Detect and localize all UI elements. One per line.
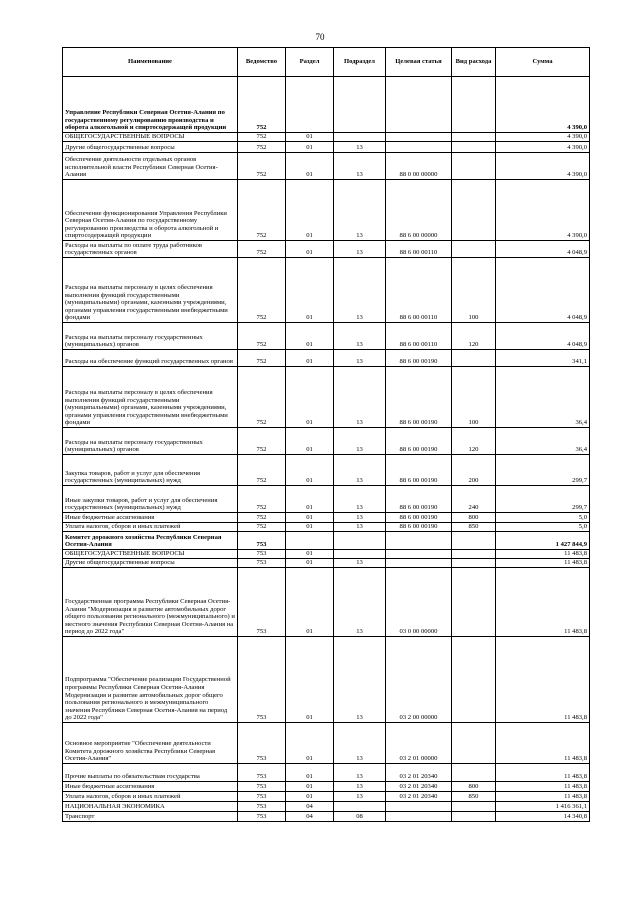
cell-podrazdel xyxy=(334,550,386,559)
table-row xyxy=(63,486,590,513)
cell-name: ОБЩЕГОСУДАРСТВЕННЫЕ ВОПРОСЫ xyxy=(63,133,238,142)
cell-podrazdel: 13 xyxy=(334,367,386,428)
table-row xyxy=(63,532,590,550)
cell-celevaya: 03 2 01 20340 xyxy=(386,764,452,782)
cell-name: Расходы на выплаты по оплате труда работников государственных органов xyxy=(63,241,238,258)
table-row xyxy=(63,568,590,637)
cell-podrazdel xyxy=(334,133,386,142)
cell-name: Уплата налогов, сборов и иных платежей xyxy=(63,523,238,532)
cell-summa: 4 390,0 xyxy=(496,77,590,133)
cell-celevaya xyxy=(386,559,452,568)
cell-celevaya: 88 6 00 00110 xyxy=(386,258,452,323)
header-name: Наименование xyxy=(63,48,238,77)
table-row xyxy=(63,323,590,350)
table-row xyxy=(63,637,590,723)
cell-vid xyxy=(452,77,496,133)
cell-razdel: 01 xyxy=(286,559,334,568)
cell-name: Основное мероприятие "Обеспечение деятельности Комитета дорожного хозяйства Республики Северная Осетия-Алания" xyxy=(63,723,238,764)
cell-celevaya xyxy=(386,532,452,550)
cell-name: Транспорт xyxy=(63,812,238,822)
cell-summa: 4 390,0 xyxy=(496,180,590,241)
cell-name: Обеспечение деятельности отдельных органов исполнительной власти Республики Северная Осетия-Алания xyxy=(63,153,238,180)
cell-name: Комитет дорожного хозяйства Республики Северная Осетия-Алания xyxy=(63,532,238,550)
cell-ved: 753 xyxy=(238,559,286,568)
table-row xyxy=(63,180,590,241)
cell-ved: 752 xyxy=(238,523,286,532)
cell-podrazdel: 13 xyxy=(334,568,386,637)
cell-summa: 4 390,0 xyxy=(496,153,590,180)
cell-razdel: 01 xyxy=(286,782,334,792)
table-row xyxy=(63,792,590,802)
header-razdel: Раздел xyxy=(286,48,334,77)
cell-vid xyxy=(452,153,496,180)
cell-vid xyxy=(452,568,496,637)
cell-summa: 11 483,8 xyxy=(496,568,590,637)
cell-razdel: 01 xyxy=(286,428,334,455)
cell-ved: 752 xyxy=(238,258,286,323)
cell-summa: 299,7 xyxy=(496,455,590,486)
cell-summa: 1 416 361,1 xyxy=(496,802,590,812)
table-row xyxy=(63,455,590,486)
cell-ved: 752 xyxy=(238,428,286,455)
cell-podrazdel: 13 xyxy=(334,523,386,532)
table-row xyxy=(63,559,590,568)
cell-podrazdel: 13 xyxy=(334,350,386,367)
cell-celevaya: 88 6 00 00190 xyxy=(386,350,452,367)
cell-ved: 752 xyxy=(238,153,286,180)
cell-name: Другие общегосударственные вопросы xyxy=(63,142,238,153)
table-row xyxy=(63,241,590,258)
cell-celevaya: 88 6 00 00190 xyxy=(386,513,452,523)
cell-celevaya xyxy=(386,142,452,153)
cell-razdel: 01 xyxy=(286,486,334,513)
cell-razdel: 01 xyxy=(286,142,334,153)
cell-razdel: 01 xyxy=(286,258,334,323)
table-row xyxy=(63,523,590,532)
cell-vid: 850 xyxy=(452,792,496,802)
cell-summa: 5,0 xyxy=(496,513,590,523)
cell-name: Иные бюджетные ассигнования xyxy=(63,513,238,523)
cell-ved: 752 xyxy=(238,350,286,367)
cell-razdel: 01 xyxy=(286,513,334,523)
cell-razdel: 01 xyxy=(286,367,334,428)
table-row xyxy=(63,550,590,559)
cell-razdel: 01 xyxy=(286,523,334,532)
cell-summa: 11 483,8 xyxy=(496,559,590,568)
cell-podrazdel: 13 xyxy=(334,637,386,723)
cell-summa: 36,4 xyxy=(496,367,590,428)
cell-celevaya xyxy=(386,77,452,133)
cell-vid xyxy=(452,241,496,258)
cell-ved: 753 xyxy=(238,812,286,822)
cell-ved: 752 xyxy=(238,77,286,133)
cell-razdel: 01 xyxy=(286,133,334,142)
cell-razdel: 01 xyxy=(286,792,334,802)
cell-summa: 4 390,0 xyxy=(496,142,590,153)
cell-name: Расходы на выплаты персоналу государственных (муниципальных) органов xyxy=(63,428,238,455)
cell-vid xyxy=(452,764,496,782)
cell-celevaya xyxy=(386,133,452,142)
cell-name: Расходы на выплаты персоналу государственных (муниципальных) органов xyxy=(63,323,238,350)
page-number: 70 xyxy=(315,32,325,42)
cell-podrazdel: 13 xyxy=(334,513,386,523)
cell-podrazdel: 08 xyxy=(334,812,386,822)
cell-summa: 4 048,9 xyxy=(496,241,590,258)
cell-name: Управление Республики Северная Осетия-Алания по государственному регулированию производства и оборота алкогольной и спиртосодержащей продукции xyxy=(63,77,238,133)
cell-podrazdel xyxy=(334,532,386,550)
cell-celevaya: 03 2 01 00000 xyxy=(386,723,452,764)
cell-podrazdel: 13 xyxy=(334,258,386,323)
header-vid: Вид расхода xyxy=(452,48,496,77)
cell-name: Государственная программа Республики Северная Осетия-Алания "Модернизация и развитие автомобильных дорог общего пользования регионального (межмуниципального) и местного значения Республики Северная Осетия-Алания на период до 2022 года" xyxy=(63,568,238,637)
cell-name: НАЦИОНАЛЬНАЯ ЭКОНОМИКА xyxy=(63,802,238,812)
cell-summa: 4 390,0 xyxy=(496,133,590,142)
cell-vid xyxy=(452,812,496,822)
cell-podrazdel: 13 xyxy=(334,153,386,180)
cell-ved: 753 xyxy=(238,723,286,764)
cell-vid: 240 xyxy=(452,486,496,513)
cell-name: Иные бюджетные ассигнования xyxy=(63,782,238,792)
cell-summa: 11 483,8 xyxy=(496,792,590,802)
cell-podrazdel: 13 xyxy=(334,180,386,241)
budget-table xyxy=(62,47,590,822)
cell-vid xyxy=(452,559,496,568)
cell-podrazdel: 13 xyxy=(334,142,386,153)
header-celevaya: Целевая статья xyxy=(386,48,452,77)
table-row xyxy=(63,723,590,764)
table-row xyxy=(63,513,590,523)
cell-celevaya: 88 6 00 00190 xyxy=(386,455,452,486)
cell-ved: 753 xyxy=(238,637,286,723)
cell-celevaya xyxy=(386,802,452,812)
cell-ved: 753 xyxy=(238,802,286,812)
table-row xyxy=(63,802,590,812)
cell-podrazdel: 13 xyxy=(334,782,386,792)
cell-vid xyxy=(452,550,496,559)
cell-vid: 100 xyxy=(452,367,496,428)
cell-podrazdel: 13 xyxy=(334,486,386,513)
cell-celevaya: 88 6 00 00110 xyxy=(386,241,452,258)
cell-celevaya: 88 6 00 00110 xyxy=(386,323,452,350)
cell-podrazdel: 13 xyxy=(334,764,386,782)
cell-name: Закупка товаров, работ и услуг для обеспечения государственных (муниципальных) нужд xyxy=(63,455,238,486)
cell-name: Подпрограмма "Обеспечение реализации Государственной программы Республики Северная Осетия-Алания Модернизация и развитие автомобильных дорог общего пользования регионального и межмуниципального значения Республики Северная Осетия-Алания на период до 2022 года" xyxy=(63,637,238,723)
cell-summa: 4 048,9 xyxy=(496,323,590,350)
cell-summa: 36,4 xyxy=(496,428,590,455)
cell-name: Обеспечение функционирования Управления Республики Северная Осетия-Алания по государственному регулированию производства и оборота алкогольной и спиртосодержащей продукции xyxy=(63,180,238,241)
cell-ved: 752 xyxy=(238,486,286,513)
cell-celevaya: 03 2 01 20340 xyxy=(386,792,452,802)
cell-summa: 11 483,8 xyxy=(496,764,590,782)
cell-razdel: 01 xyxy=(286,241,334,258)
cell-name: Иные закупки товаров, работ и услуг для обеспечения государственных (муниципальных) нужд xyxy=(63,486,238,513)
table-row xyxy=(63,350,590,367)
cell-celevaya: 88 6 00 00000 xyxy=(386,180,452,241)
cell-razdel: 04 xyxy=(286,802,334,812)
cell-celevaya: 88 0 00 00000 xyxy=(386,153,452,180)
cell-summa: 11 483,8 xyxy=(496,550,590,559)
cell-vid: 800 xyxy=(452,782,496,792)
cell-vid xyxy=(452,350,496,367)
table-header-row xyxy=(63,48,590,77)
cell-summa: 11 483,8 xyxy=(496,723,590,764)
cell-razdel: 01 xyxy=(286,455,334,486)
header-ved: Ведомство xyxy=(238,48,286,77)
cell-vid xyxy=(452,142,496,153)
cell-celevaya: 88 6 00 00190 xyxy=(386,523,452,532)
header-summa: Сумма xyxy=(496,48,590,77)
cell-summa: 5,0 xyxy=(496,523,590,532)
cell-podrazdel: 13 xyxy=(334,455,386,486)
cell-razdel: 01 xyxy=(286,180,334,241)
table-row xyxy=(63,153,590,180)
cell-celevaya xyxy=(386,812,452,822)
cell-ved: 753 xyxy=(238,764,286,782)
cell-summa: 11 483,8 xyxy=(496,637,590,723)
cell-celevaya: 88 6 00 00190 xyxy=(386,428,452,455)
cell-ved: 752 xyxy=(238,241,286,258)
cell-razdel: 01 xyxy=(286,153,334,180)
cell-ved: 753 xyxy=(238,792,286,802)
cell-podrazdel: 13 xyxy=(334,428,386,455)
cell-vid xyxy=(452,637,496,723)
cell-razdel: 04 xyxy=(286,812,334,822)
table-row xyxy=(63,142,590,153)
cell-celevaya: 03 2 00 00000 xyxy=(386,637,452,723)
cell-celevaya: 88 6 00 00190 xyxy=(386,367,452,428)
cell-name: Прочие выплаты по обязательствам государства xyxy=(63,764,238,782)
cell-razdel: 01 xyxy=(286,323,334,350)
cell-name: Уплата налогов, сборов и иных платежей xyxy=(63,792,238,802)
cell-ved: 752 xyxy=(238,133,286,142)
cell-vid xyxy=(452,723,496,764)
cell-ved: 752 xyxy=(238,142,286,153)
table-row xyxy=(63,764,590,782)
cell-summa: 341,1 xyxy=(496,350,590,367)
cell-ved: 753 xyxy=(238,782,286,792)
cell-razdel: 01 xyxy=(286,764,334,782)
table-row xyxy=(63,812,590,822)
cell-summa: 299,7 xyxy=(496,486,590,513)
cell-name: Расходы на выплаты персоналу в целях обеспечения выполнения функций государственными (муниципальными) органами, казенными учреждениями, органами управления государственными внебюджетными фондами xyxy=(63,258,238,323)
cell-celevaya: 03 2 01 20340 xyxy=(386,782,452,792)
cell-ved: 753 xyxy=(238,568,286,637)
cell-vid: 120 xyxy=(452,323,496,350)
cell-name: Другие общегосударственные вопросы xyxy=(63,559,238,568)
cell-podrazdel xyxy=(334,802,386,812)
table-row xyxy=(63,258,590,323)
cell-razdel: 01 xyxy=(286,723,334,764)
cell-razdel xyxy=(286,77,334,133)
cell-podrazdel: 13 xyxy=(334,792,386,802)
cell-razdel: 01 xyxy=(286,568,334,637)
cell-summa: 11 483,8 xyxy=(496,782,590,792)
cell-podrazdel xyxy=(334,77,386,133)
cell-summa: 1 427 844,9 xyxy=(496,532,590,550)
cell-razdel xyxy=(286,532,334,550)
cell-ved: 752 xyxy=(238,455,286,486)
cell-vid: 850 xyxy=(452,523,496,532)
cell-razdel: 01 xyxy=(286,550,334,559)
cell-vid xyxy=(452,532,496,550)
cell-podrazdel: 13 xyxy=(334,559,386,568)
cell-ved: 753 xyxy=(238,550,286,559)
table-row xyxy=(63,782,590,792)
cell-vid xyxy=(452,180,496,241)
cell-podrazdel: 13 xyxy=(334,323,386,350)
cell-vid: 120 xyxy=(452,428,496,455)
cell-ved: 752 xyxy=(238,323,286,350)
cell-vid: 800 xyxy=(452,513,496,523)
cell-celevaya xyxy=(386,550,452,559)
header-podrazdel: Подраздел xyxy=(334,48,386,77)
cell-razdel: 01 xyxy=(286,637,334,723)
cell-celevaya: 03 0 00 00000 xyxy=(386,568,452,637)
cell-name: Расходы на выплаты персоналу в целях обеспечения выполнения функций государственными (муниципальными) органами, казенными учреждениями, органами управления государственными внебюджетными фондами xyxy=(63,367,238,428)
cell-ved: 752 xyxy=(238,513,286,523)
table-row xyxy=(63,77,590,133)
cell-ved: 752 xyxy=(238,367,286,428)
table-row xyxy=(63,428,590,455)
cell-summa: 4 048,9 xyxy=(496,258,590,323)
cell-vid xyxy=(452,133,496,142)
cell-ved: 752 xyxy=(238,180,286,241)
cell-name: Расходы на обеспечение функций государственных органов xyxy=(63,350,238,367)
cell-summa: 14 340,8 xyxy=(496,812,590,822)
cell-vid: 200 xyxy=(452,455,496,486)
cell-ved: 753 xyxy=(238,532,286,550)
cell-celevaya: 88 6 00 00190 xyxy=(386,486,452,513)
cell-razdel: 01 xyxy=(286,350,334,367)
cell-name: ОБЩЕГОСУДАРСТВЕННЫЕ ВОПРОСЫ xyxy=(63,550,238,559)
cell-podrazdel: 13 xyxy=(334,723,386,764)
cell-vid: 100 xyxy=(452,258,496,323)
cell-podrazdel: 13 xyxy=(334,241,386,258)
cell-vid xyxy=(452,802,496,812)
table-row xyxy=(63,367,590,428)
table-row xyxy=(63,133,590,142)
